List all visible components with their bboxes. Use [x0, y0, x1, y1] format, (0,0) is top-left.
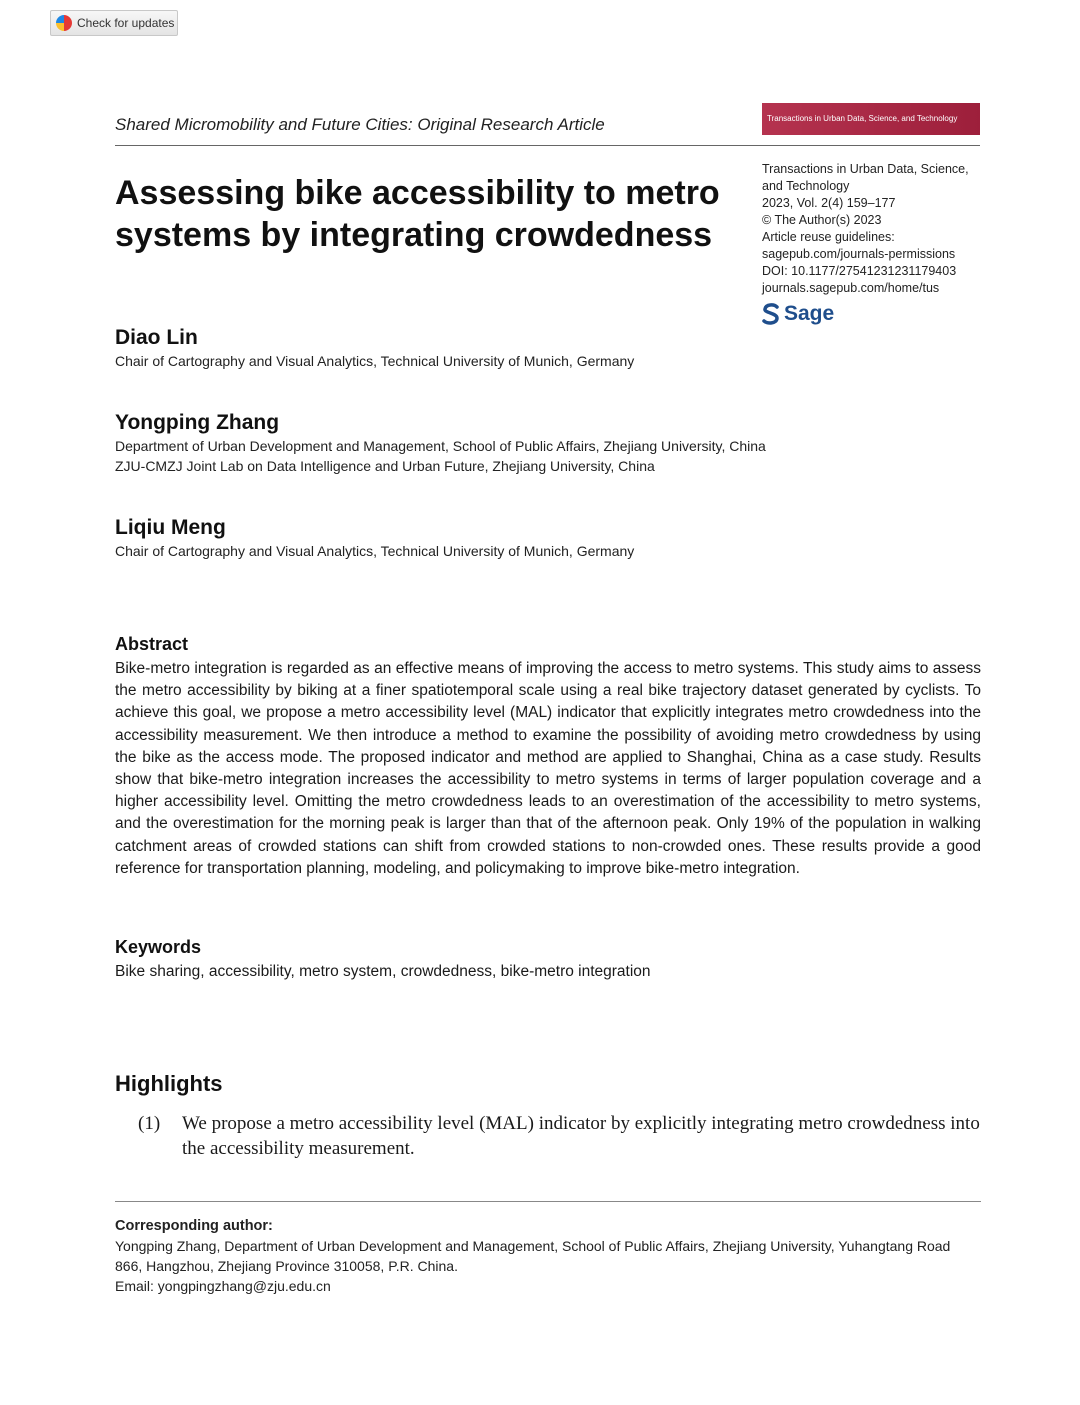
highlights-heading: Highlights: [115, 1071, 223, 1096]
keywords-heading: Keywords: [115, 937, 202, 957]
highlight-item: [138, 1111, 981, 1161]
author-name: Yongping Zhang: [115, 411, 280, 434]
meta-copyright: © The Author(s) 2023: [762, 213, 882, 227]
meta-journal-line1: Transactions in Urban Data, Science,: [762, 162, 969, 176]
check-for-updates-label: Check for updates: [77, 16, 175, 30]
keywords-text: Bike sharing, accessibility, metro system, crowdedness, bike-metro integration: [115, 963, 651, 980]
corresponding-address: Yongping Zhang, Department of Urban Development and Management, School of Public Affairs, Zhejiang University, Yuhangtang Road 866, Hangzhou, Zhejiang Province 310058, P.R. China.: [115, 1238, 951, 1274]
highlight-text: We propose a metro accessibility level (MAL) indicator by explicitly integrating metro crowdedness into the accessibility measurement.: [182, 1113, 980, 1159]
highlight-number: (1): [138, 1113, 161, 1134]
author-name: Diao Lin: [115, 326, 198, 349]
sage-logo: [762, 302, 834, 326]
corresponding-email[interactable]: Email: yongpingzhang@zju.edu.cn: [115, 1278, 331, 1294]
meta-reuse-label: Article reuse guidelines:: [762, 230, 895, 244]
author-block: [115, 410, 985, 476]
article-series: Shared Micromobility and Future Cities: Original Research Article: [115, 115, 605, 134]
author-block: [115, 325, 985, 371]
sage-logo-text: Sage: [784, 302, 835, 325]
journal-banner-text: Transactions in Urban Data, Science, and Technology: [767, 114, 958, 123]
abstract-text: Bike-metro integration is regarded as an effective means of improving the access to metro systems. This study aims to assess the metro accessibility by biking at a finer spatiotemporal scale using a real bike trajectory dataset generated by cyclists. To achieve this goal, we propose a metro accessibility level (MAL) indicator that explicitly integrates metro crowdedness into the accessibility measurement. We then introduce a method to examine the possibility of avoiding metro crowdedness by using the bike as the access mode. The proposed indicator and method are applied to Shanghai, China as a case study. Results show that bike-metro integration increases the accessibility to metro systems in terms of larger population coverage and a higher accessibility level. Omitting the metro crowdedness leads to an overestimation of the accessibility to metro systems, and the overestimation for the morning peak is larger than that of the afternoon peak. Only 19% of the population in walking catchment areas of crowded stations can shift from crowded stations to non-crowded ones. These results provide a good reference for transportation planning, modeling, and policymaking to improve bike-metro integration.: [115, 660, 981, 877]
meta-journal-line2: and Technology: [762, 179, 850, 193]
footer-divider: [115, 1201, 981, 1202]
author-affiliation: Chair of Cartography and Visual Analytics, Technical University of Munich, Germany: [115, 543, 635, 559]
sage-s-icon: [762, 303, 780, 325]
meta-reuse-link[interactable]: sagepub.com/journals-permissions: [762, 247, 956, 261]
check-for-updates-button[interactable]: [50, 10, 178, 36]
header-divider: [115, 145, 980, 146]
author-affiliation: ZJU-CMZJ Joint Lab on Data Intelligence and Urban Future, Zhejiang University, China: [115, 458, 655, 474]
meta-volume: 2023, Vol. 2(4) 159–177: [762, 196, 896, 210]
author-name: Liqiu Meng: [115, 516, 226, 539]
crossmark-icon: [56, 15, 72, 31]
abstract-heading: Abstract: [115, 634, 189, 654]
author-affiliation: Department of Urban Development and Management, School of Public Affairs, Zhejiang University, China: [115, 438, 766, 454]
journal-meta: [762, 161, 987, 297]
journal-banner: [762, 103, 980, 135]
author-affiliation: Chair of Cartography and Visual Analytics, Technical University of Munich, Germany: [115, 353, 635, 369]
author-block: [115, 515, 985, 561]
meta-home-link[interactable]: journals.sagepub.com/home/tus: [762, 281, 940, 295]
meta-doi[interactable]: DOI: 10.1177/27541231231179403: [762, 264, 957, 278]
paper-title: Assessing bike accessibility to metro systems by integrating crowdedness: [115, 174, 720, 254]
corresponding-author: [115, 1216, 981, 1296]
corresponding-heading: Corresponding author:: [115, 1218, 273, 1234]
